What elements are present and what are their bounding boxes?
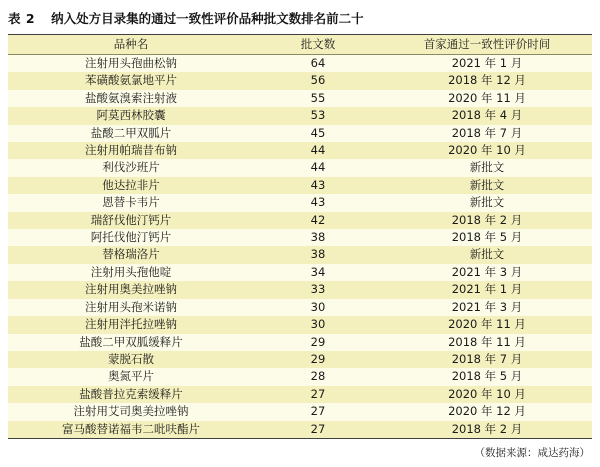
cell-name: 注射用艾司奥美拉唑钠	[8, 403, 254, 420]
cell-date: 2018 年 5 月	[382, 229, 592, 246]
table-title: 纳入处方目录集的通过一致性评价品种批文数排名前二十	[51, 11, 364, 26]
column-header-name: 品种名	[8, 35, 254, 55]
cell-name: 瑞舒伐他汀钙片	[8, 212, 254, 229]
cell-name: 盐酸氨溴索注射液	[8, 90, 254, 107]
table-row	[8, 229, 592, 246]
cell-date: 新批文	[382, 159, 592, 176]
table-row	[8, 421, 592, 439]
cell-date: 2020 年 10 月	[382, 142, 592, 159]
table-row	[8, 264, 592, 281]
cell-name: 利伐沙班片	[8, 159, 254, 176]
table-row	[8, 159, 592, 176]
cell-count: 30	[254, 299, 382, 316]
cell-date: 新批文	[382, 246, 592, 263]
cell-count: 53	[254, 107, 382, 124]
table-row	[8, 386, 592, 403]
table-row	[8, 246, 592, 263]
table-row	[8, 55, 592, 73]
cell-name: 替格瑞洛片	[8, 246, 254, 263]
table-row	[8, 351, 592, 368]
cell-count: 34	[254, 264, 382, 281]
cell-count: 33	[254, 281, 382, 298]
cell-name: 注射用帕瑞昔布钠	[8, 142, 254, 159]
table-row	[8, 72, 592, 89]
cell-count: 44	[254, 159, 382, 176]
cell-date: 2020 年 11 月	[382, 90, 592, 107]
cell-count: 28	[254, 368, 382, 385]
cell-name: 盐酸普拉克索缓释片	[8, 386, 254, 403]
cell-count: 45	[254, 125, 382, 142]
cell-count: 38	[254, 229, 382, 246]
data-source: （数据来源：咸达药海）	[474, 446, 590, 459]
cell-count: 56	[254, 72, 382, 89]
cell-count: 43	[254, 194, 382, 211]
cell-count: 38	[254, 246, 382, 263]
cell-date: 2021 年 3 月	[382, 264, 592, 281]
table-row	[8, 142, 592, 159]
cell-count: 30	[254, 316, 382, 333]
cell-name: 富马酸替诺福韦二吡呋酯片	[8, 421, 254, 439]
cell-count: 27	[254, 403, 382, 420]
cell-date: 2018 年 2 月	[382, 212, 592, 229]
table-row	[8, 90, 592, 107]
cell-count: 42	[254, 212, 382, 229]
table-row	[8, 403, 592, 420]
table-row	[8, 107, 592, 124]
cell-name: 阿托伐他汀钙片	[8, 229, 254, 246]
table-row	[8, 125, 592, 142]
table-row	[8, 316, 592, 333]
cell-name: 他达拉非片	[8, 177, 254, 194]
column-header-count: 批文数	[254, 35, 382, 55]
cell-date: 2018 年 12 月	[382, 72, 592, 89]
cell-date: 2018 年 4 月	[382, 107, 592, 124]
cell-name: 注射用头孢他啶	[8, 264, 254, 281]
cell-name: 注射用泮托拉唑钠	[8, 316, 254, 333]
table-row	[8, 194, 592, 211]
cell-count: 43	[254, 177, 382, 194]
cell-count: 29	[254, 334, 382, 351]
column-header-date: 首家通过一致性评价时间	[382, 35, 592, 55]
cell-date: 2018 年 7 月	[382, 351, 592, 368]
cell-name: 盐酸二甲双胍片	[8, 125, 254, 142]
cell-date: 2020 年 12 月	[382, 403, 592, 420]
cell-date: 2018 年 7 月	[382, 125, 592, 142]
cell-date: 2020 年 11 月	[382, 316, 592, 333]
cell-name: 注射用头孢曲松钠	[8, 55, 254, 73]
table-header	[8, 35, 592, 55]
cell-name: 阿莫西林胶囊	[8, 107, 254, 124]
cell-count: 64	[254, 55, 382, 73]
cell-name: 苯磺酸氨氯地平片	[8, 72, 254, 89]
cell-count: 55	[254, 90, 382, 107]
cell-date: 2021 年 3 月	[382, 299, 592, 316]
cell-date: 2021 年 1 月	[382, 55, 592, 73]
cell-date: 新批文	[382, 177, 592, 194]
cell-name: 恩替卡韦片	[8, 194, 254, 211]
table-row	[8, 212, 592, 229]
cell-date: 新批文	[382, 194, 592, 211]
cell-count: 27	[254, 421, 382, 439]
cell-name: 注射用奥美拉唑钠	[8, 281, 254, 298]
table-header-row	[8, 35, 592, 55]
cell-count: 27	[254, 386, 382, 403]
cell-count: 44	[254, 142, 382, 159]
table-row	[8, 299, 592, 316]
table-row	[8, 334, 592, 351]
table-row	[8, 177, 592, 194]
cell-name: 蒙脱石散	[8, 351, 254, 368]
data-table	[8, 34, 592, 439]
cell-name: 盐酸二甲双胍缓释片	[8, 334, 254, 351]
table-row	[8, 281, 592, 298]
cell-count: 29	[254, 351, 382, 368]
cell-date: 2021 年 1 月	[382, 281, 592, 298]
cell-name: 注射用头孢米诺钠	[8, 299, 254, 316]
table-number: 表 2	[8, 11, 36, 26]
table-row	[8, 368, 592, 385]
cell-name: 奥氮平片	[8, 368, 254, 385]
cell-date: 2018 年 5 月	[382, 368, 592, 385]
cell-date: 2018 年 11 月	[382, 334, 592, 351]
table-body	[8, 55, 592, 439]
cell-date: 2020 年 10 月	[382, 386, 592, 403]
table-caption	[0, 0, 600, 34]
cell-date: 2018 年 2 月	[382, 421, 592, 439]
